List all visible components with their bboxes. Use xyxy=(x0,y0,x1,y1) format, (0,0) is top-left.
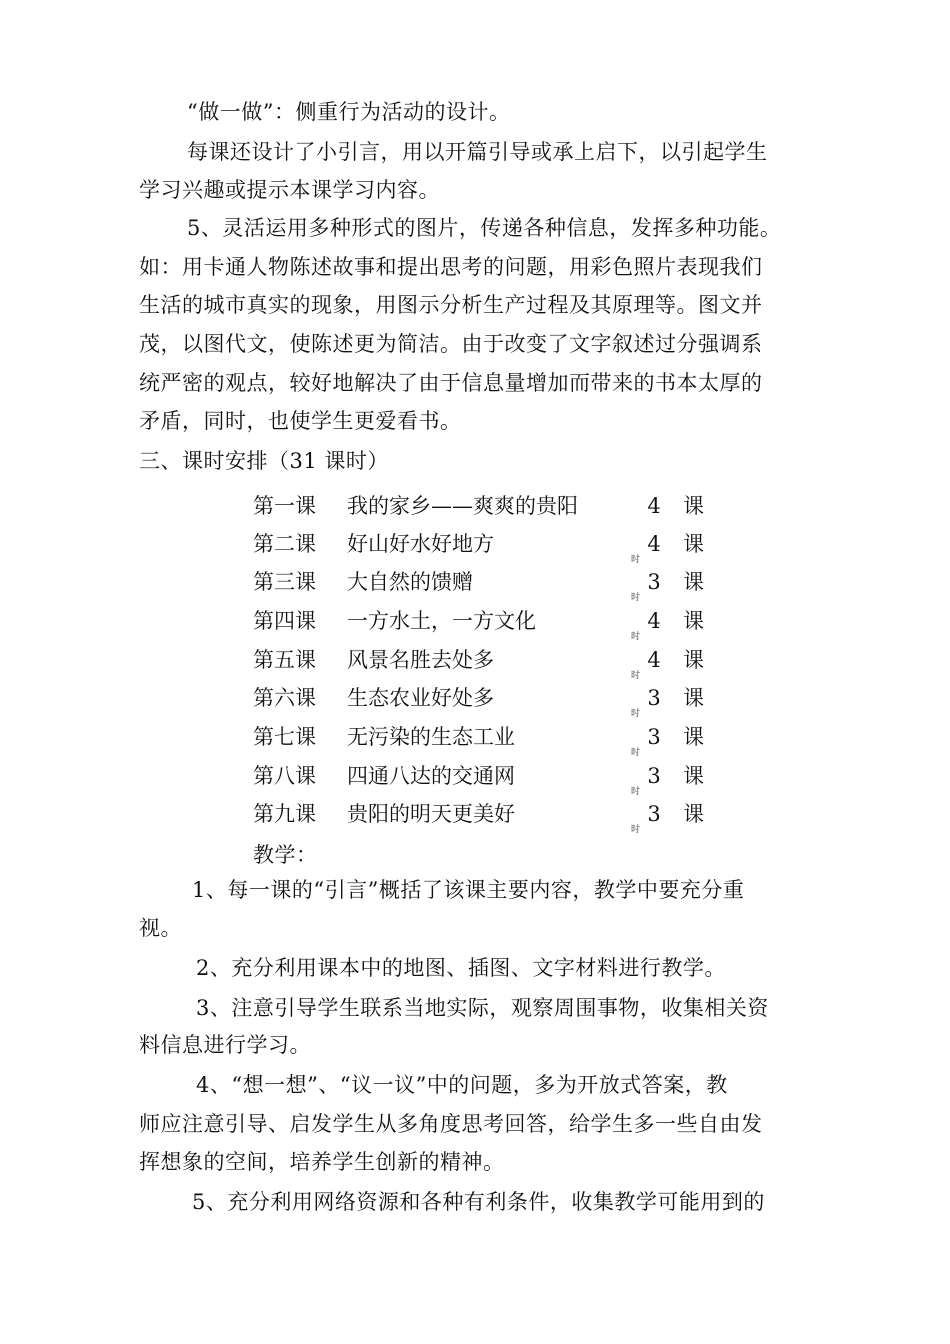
section-heading: 三、课时安排（31 课时） xyxy=(139,449,389,473)
paragraph-line: “做一做”：侧重行为活动的设计。 xyxy=(187,100,511,124)
paragraph-line: 每课还设计了小引言，用以开篇引导或承上启下，以引起学生 xyxy=(187,140,768,164)
lesson-label: 第二课 xyxy=(253,532,316,556)
lesson-unit: 课 xyxy=(683,570,704,594)
lesson-hours: 4 xyxy=(647,494,661,518)
lesson-title: 一方水土，一方文化 xyxy=(347,609,536,633)
lesson-unit: 课 xyxy=(683,725,704,749)
paragraph-line: 矛盾，同时，也使学生更爱看书。 xyxy=(139,409,462,433)
lesson-unit: 课 xyxy=(683,764,704,788)
lesson-label: 第七课 xyxy=(253,725,316,749)
lesson-title: 无污染的生态工业 xyxy=(347,725,515,749)
hours-mark: 时 xyxy=(631,671,640,681)
lesson-row xyxy=(0,722,950,758)
lesson-title: 四通八达的交通网 xyxy=(347,764,515,788)
lesson-hours: 3 xyxy=(647,764,661,788)
lesson-row xyxy=(0,606,950,642)
lesson-label: 第九课 xyxy=(253,802,316,826)
lesson-unit: 课 xyxy=(683,648,704,672)
paragraph-line: 师应注意引导、启发学生从多角度思考回答，给学生多一些自由发 xyxy=(139,1112,763,1136)
paragraph-line: 生活的城市真实的现象，用图示分析生产过程及其原理等。图文并 xyxy=(139,293,763,317)
hours-mark: 时 xyxy=(631,593,640,603)
lesson-label: 第四课 xyxy=(253,609,316,633)
paragraph-line: 料信息进行学习。 xyxy=(139,1033,311,1057)
paragraph-line: 1、每一课的“引言”概括了该课主要内容，教学中要充分重 xyxy=(192,878,745,902)
lesson-row xyxy=(0,529,950,565)
lesson-hours: 3 xyxy=(647,570,661,594)
paragraph-line: 挥想象的空间，培养学生创新的精神。 xyxy=(139,1150,505,1174)
hours-mark: 时 xyxy=(631,748,640,758)
lesson-label: 第一课 xyxy=(253,494,316,518)
paragraph-line: 5、灵活运用多种形式的图片，传递各种信息，发挥多种功能。 xyxy=(187,216,782,240)
lesson-label: 第八课 xyxy=(253,764,316,788)
teaching-heading: 教学： xyxy=(253,843,318,867)
lesson-row xyxy=(0,645,950,681)
lesson-unit: 课 xyxy=(683,686,704,710)
lesson-hours: 3 xyxy=(647,802,661,826)
lesson-label: 第三课 xyxy=(253,570,316,594)
paragraph-line: 统严密的观点，较好地解决了由于信息量增加而带来的书本太厚的 xyxy=(139,371,763,395)
lesson-unit: 课 xyxy=(683,609,704,633)
paragraph-line: 学习兴趣或提示本课学习内容。 xyxy=(139,178,440,202)
lesson-title: 贵阳的明天更美好 xyxy=(347,802,515,826)
lesson-hours: 4 xyxy=(647,648,661,672)
lesson-row xyxy=(0,683,950,719)
lesson-label: 第六课 xyxy=(253,686,316,710)
lesson-title: 生态农业好处多 xyxy=(347,686,494,710)
lesson-title: 我的家乡——爽爽的贵阳 xyxy=(347,494,578,518)
hours-mark: 时 xyxy=(631,632,640,642)
lesson-row xyxy=(0,491,950,527)
lesson-row xyxy=(0,799,950,835)
hours-mark: 时 xyxy=(631,825,640,835)
lesson-hours: 4 xyxy=(647,609,661,633)
paragraph-line: 如：用卡通人物陈述故事和提出思考的问题，用彩色照片表现我们 xyxy=(139,255,763,279)
lesson-title: 好山好水好地方 xyxy=(347,532,494,556)
lesson-row xyxy=(0,761,950,797)
hours-mark: 时 xyxy=(631,709,640,719)
lesson-unit: 课 xyxy=(683,532,704,556)
lesson-unit: 课 xyxy=(683,494,704,518)
paragraph-line: 5、充分利用网络资源和各种有利条件，收集教学可能用到的 xyxy=(192,1190,765,1214)
lesson-hours: 3 xyxy=(647,686,661,710)
paragraph-line: 2、充分利用课本中的地图、插图、文字材料进行教学。 xyxy=(196,956,726,980)
lesson-row xyxy=(0,567,950,603)
hours-mark: 时 xyxy=(631,555,640,565)
lesson-hours: 3 xyxy=(647,725,661,749)
lesson-unit: 课 xyxy=(683,802,704,826)
paragraph-line: 视。 xyxy=(139,916,182,940)
paragraph-line: 4、“想一想”、“议一议”中的问题，多为开放式答案，教 xyxy=(196,1073,728,1097)
paragraph-line: 3、注意引导学生联系当地实际，观察周围事物，收集相关资 xyxy=(196,996,769,1020)
lesson-title: 大自然的馈赠 xyxy=(347,570,473,594)
lesson-hours: 4 xyxy=(647,532,661,556)
lesson-title: 风景名胜去处多 xyxy=(347,648,494,672)
hours-mark: 时 xyxy=(631,787,640,797)
lesson-label: 第五课 xyxy=(253,648,316,672)
paragraph-line: 茂，以图代文，使陈述更为简洁。由于改变了文字叙述过分强调系 xyxy=(139,332,763,356)
